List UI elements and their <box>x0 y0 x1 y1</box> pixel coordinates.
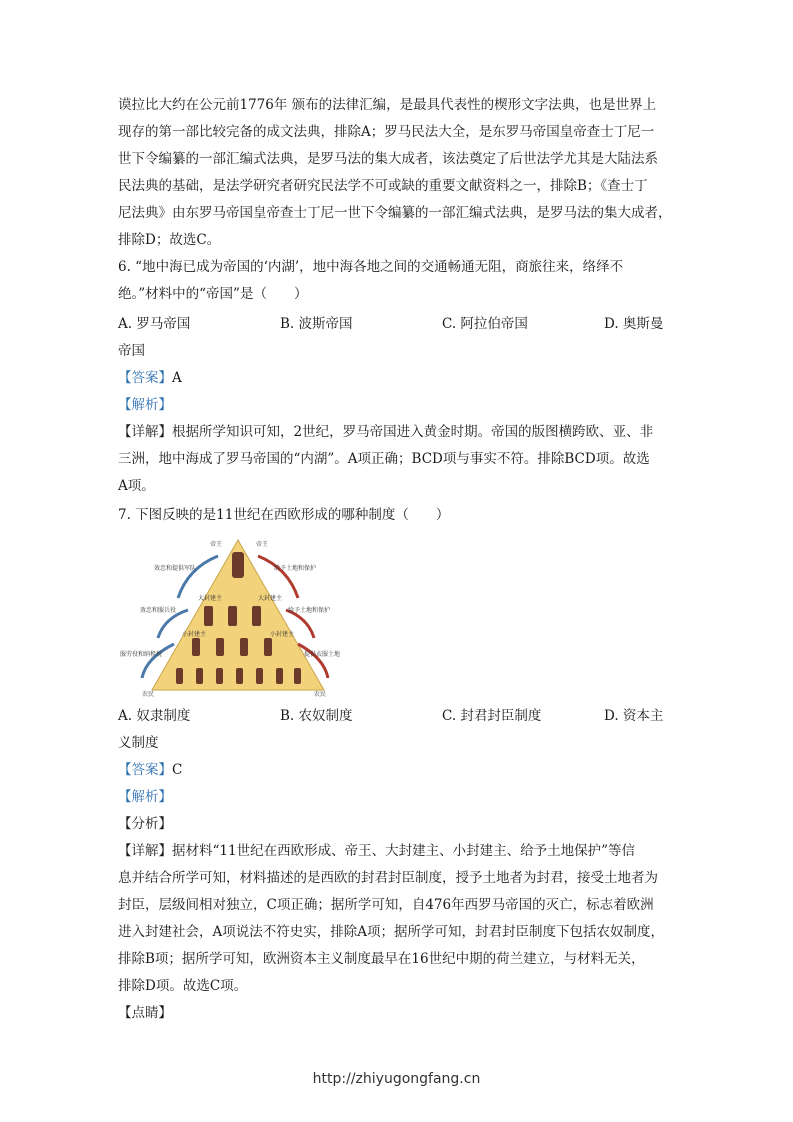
intro-line-6: 排除D；故选C。 <box>118 232 221 248</box>
label-top-left: 帝王 <box>210 541 223 548</box>
knight-figure-1 <box>192 638 200 656</box>
label-mid-right: 大封建主 <box>258 595 283 602</box>
label-left-1: 效忠和提供军队 <box>154 565 197 572</box>
peasant-figure-1 <box>176 668 183 684</box>
q7-answer-tag: 【答案】 <box>118 762 172 778</box>
label-low-right: 小封建主 <box>270 631 295 638</box>
knight-figure-4 <box>264 638 272 656</box>
q6-answer-row <box>118 369 182 387</box>
q6-analysis-tag: 【解析】 <box>118 397 172 413</box>
q6-option-a: A. 罗马帝国 <box>118 316 191 332</box>
q7-option-a: A. 奴隶制度 <box>118 708 191 724</box>
q6-stem-line-2: 绝。”材料中的“帝国”是（ ） <box>118 286 308 302</box>
q7-detail-tag: 【详解】 <box>118 843 172 859</box>
peasant-figure-3 <box>216 668 223 684</box>
footer-url: http://zhiyugongfang.cn <box>312 1071 481 1087</box>
q7-option-b: B. 农奴制度 <box>280 708 353 724</box>
feudal-pyramid-figure <box>118 538 346 698</box>
q7-option-d-wrap: 义制度 <box>118 735 159 751</box>
label-bottom-right: 农民 <box>314 691 327 698</box>
intro-line-3: 世下令编纂的一部汇编式法典，是罗马法的集大成者，该法奠定了后世法学尤其是大陆法系 <box>118 151 658 167</box>
knight-figure-3 <box>240 638 248 656</box>
q7-answer-row <box>118 761 182 779</box>
lord-figure-1 <box>204 606 213 626</box>
q6-answer-value: A <box>172 370 182 386</box>
knight-figure-2 <box>216 638 224 656</box>
lord-figure-3 <box>252 606 261 626</box>
q7-option-d: D. 资本主 <box>604 708 664 724</box>
q6-stem-line-1: 6. “地中海已成为帝国的‘内湖’，地中海各地之间的交通畅通无阻，商旅往来，络绎不 <box>118 259 624 275</box>
q6-option-c: C. 阿拉伯帝国 <box>442 316 528 332</box>
intro-line-1: 谟拉比大约在公元前1776年 颁布的法律汇编，是最具代表性的楔形文字法典，也是世界上 <box>118 97 657 113</box>
king-figure <box>232 552 244 578</box>
q6-detail-line-1 <box>118 423 653 441</box>
q7-detail-line-1 <box>118 842 635 860</box>
lord-figure-2 <box>228 606 237 626</box>
q7-analysis-tag: 【解析】 <box>118 789 172 805</box>
label-top-right: 帝王 <box>256 541 269 548</box>
q7-fenxi-tag: 【分析】 <box>118 816 172 832</box>
q7-option-c: C. 封君封臣制度 <box>442 708 542 724</box>
q6-option-b: B. 波斯帝国 <box>280 316 353 332</box>
peasant-figure-2 <box>196 668 203 684</box>
label-right-1: 给予土地和保护 <box>274 565 317 572</box>
q6-option-d-wrap: 帝国 <box>118 343 145 359</box>
q7-answer-value: C <box>172 762 183 778</box>
q7-detail-text-1: 据材料“11世纪在西欧形成、帝王、大封建主、小封建主、给予土地保护”等信 <box>172 843 635 859</box>
label-right-3: 提供衣服土地 <box>304 651 341 658</box>
q7-stem: 7. 下图反映的是11世纪在西欧形成的哪种制度（ ） <box>118 507 450 523</box>
label-mid-left: 大封建主 <box>198 595 223 602</box>
peasant-figure-6 <box>276 668 283 684</box>
label-left-2: 效忠和服兵役 <box>140 607 177 614</box>
q7-detail-line-5: 排除B项；据所学可知，欧洲资本主义制度最早在16世纪中期的荷兰建立，与材料无关， <box>118 951 645 967</box>
q6-detail-tag: 【详解】 <box>118 424 172 440</box>
peasant-figure-5 <box>256 668 263 684</box>
q7-detail-line-4: 进入封建社会，A项说法不符史实，排除A项；据所学可知，封君封臣制度下包括农奴制度， <box>118 924 664 940</box>
q6-answer-tag: 【答案】 <box>118 370 172 386</box>
peasant-figure-4 <box>236 668 243 684</box>
label-right-2: 给予土地和保护 <box>288 607 331 614</box>
feudal-pyramid-svg <box>118 538 346 698</box>
q7-dianjing-tag: 【点睛】 <box>118 1005 172 1021</box>
label-low-left: 小封建主 <box>182 631 207 638</box>
q6-detail-line-3: A项。 <box>118 478 155 494</box>
q7-detail-line-3: 封臣，层级间相对独立，C项正确；据所学可知，自476年西罗马帝国的灭亡，标志着欧洲 <box>118 897 654 913</box>
q6-option-d: D. 奥斯曼 <box>604 316 664 332</box>
intro-line-5: 尼法典》由东罗马帝国皇帝查士丁尼一世下令编纂的一部汇编式法典，是罗马法的集大成者， <box>118 205 672 221</box>
intro-line-2: 现存的第一部比较完备的成文法典，排除A；罗马民法大全，是东罗马帝国皇帝查士丁尼一 <box>118 124 655 140</box>
q6-detail-line-2: 三洲，地中海成了罗马帝国的“内湖”。A项正确；BCD项与事实不符。排除BCD项。故选 <box>118 451 650 467</box>
intro-line-4: 民法典的基础，是法学研究者研究民法学不可或缺的重要文献资料之一，排除B；《查士丁 <box>118 178 648 194</box>
label-bottom-left: 农民 <box>142 691 155 698</box>
label-left-3: 服劳役和纳租税 <box>120 651 163 658</box>
peasant-figure-7 <box>294 668 301 684</box>
q7-detail-line-6: 排除D项。故选C项。 <box>118 978 248 994</box>
q7-detail-line-2: 息并结合所学可知，材料描述的是西欧的封君封臣制度，授予土地者为封君，接受土地者为 <box>118 870 658 886</box>
q6-detail-text-1: 根据所学知识可知，2世纪，罗马帝国进入黄金时期。帝国的版图横跨欧、亚、非 <box>172 424 654 440</box>
